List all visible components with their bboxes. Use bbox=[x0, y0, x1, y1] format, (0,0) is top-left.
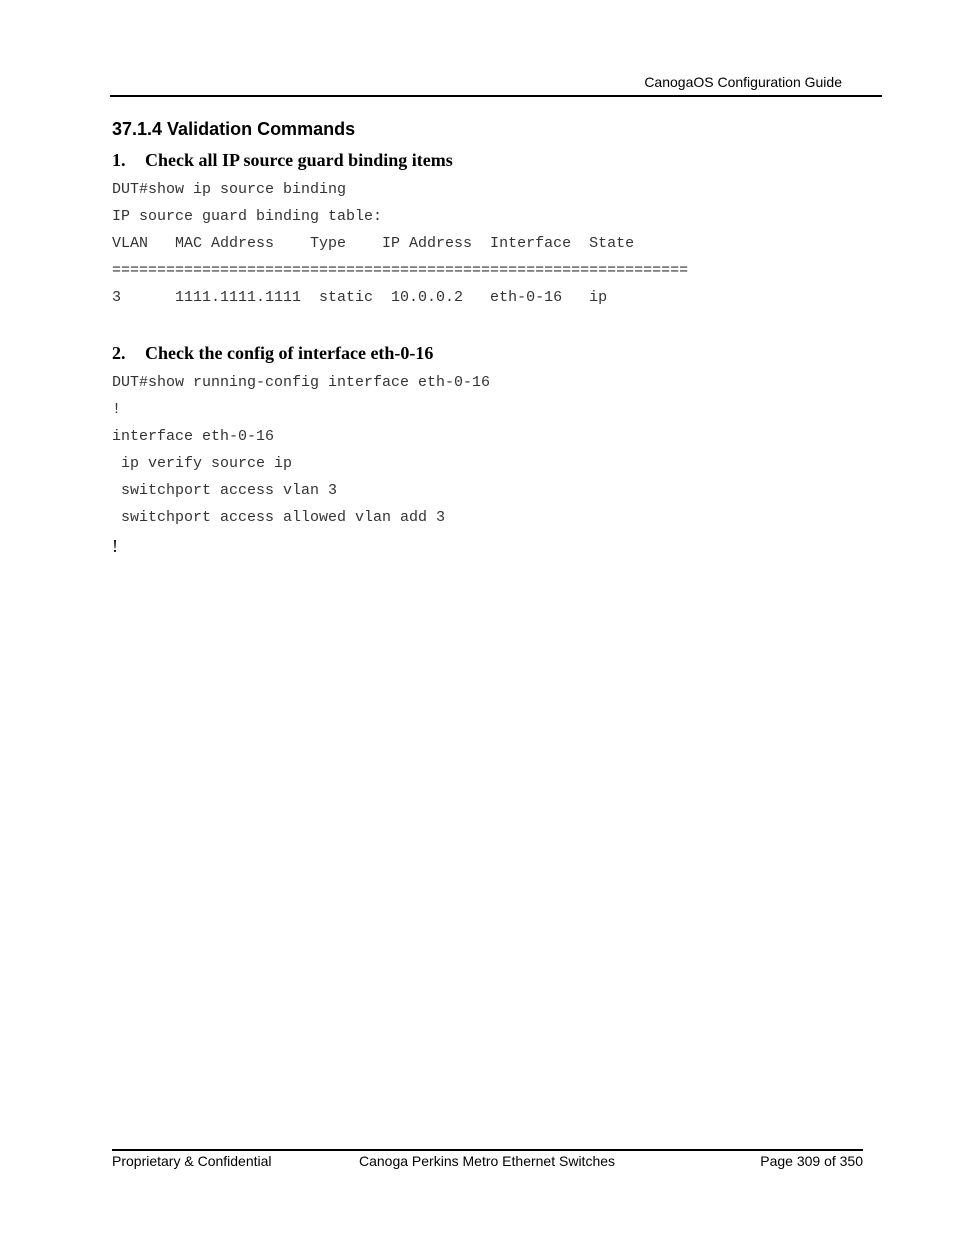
code-line: DUT#show ip source binding bbox=[112, 181, 347, 198]
step-title: Check all IP source guard binding items bbox=[145, 150, 453, 170]
code-line: ! bbox=[112, 401, 122, 418]
code-line: VLAN MAC Address Type IP Address Interface State bbox=[112, 235, 635, 252]
footer-product: Canoga Perkins Metro Ethernet Switches bbox=[359, 1153, 616, 1169]
code-line: 3 1111.1111.1111 static 10.0.0.2 eth-0-16 ip bbox=[112, 289, 608, 306]
step-number: 2. bbox=[112, 343, 126, 363]
code-line: switchport access vlan 3 bbox=[112, 482, 338, 499]
section-title: 37.1.4 Validation Commands bbox=[112, 119, 356, 139]
code-line: IP source guard binding table: bbox=[112, 208, 383, 225]
code-line: ip verify source ip bbox=[112, 455, 293, 472]
step-1-heading bbox=[112, 150, 453, 171]
code-separator: ================================================================ bbox=[112, 262, 689, 279]
step-2-heading bbox=[112, 343, 433, 364]
footer-confidentiality: Proprietary & Confidential bbox=[112, 1153, 272, 1169]
code-line: interface eth-0-16 bbox=[112, 428, 275, 445]
header-rule bbox=[110, 95, 882, 97]
code-line: DUT#show running-config interface eth-0-16 bbox=[112, 374, 491, 391]
footer-page-number: Page 309 of 350 bbox=[760, 1153, 863, 1169]
code-line: switchport access allowed vlan add 3 bbox=[112, 509, 446, 526]
config-end-mark: ! bbox=[112, 536, 118, 556]
footer-rule bbox=[112, 1149, 863, 1151]
step-number: 1. bbox=[112, 150, 126, 170]
document-title: CanogaOS Configuration Guide bbox=[644, 74, 842, 90]
step-title: Check the config of interface eth-0-16 bbox=[145, 343, 434, 363]
